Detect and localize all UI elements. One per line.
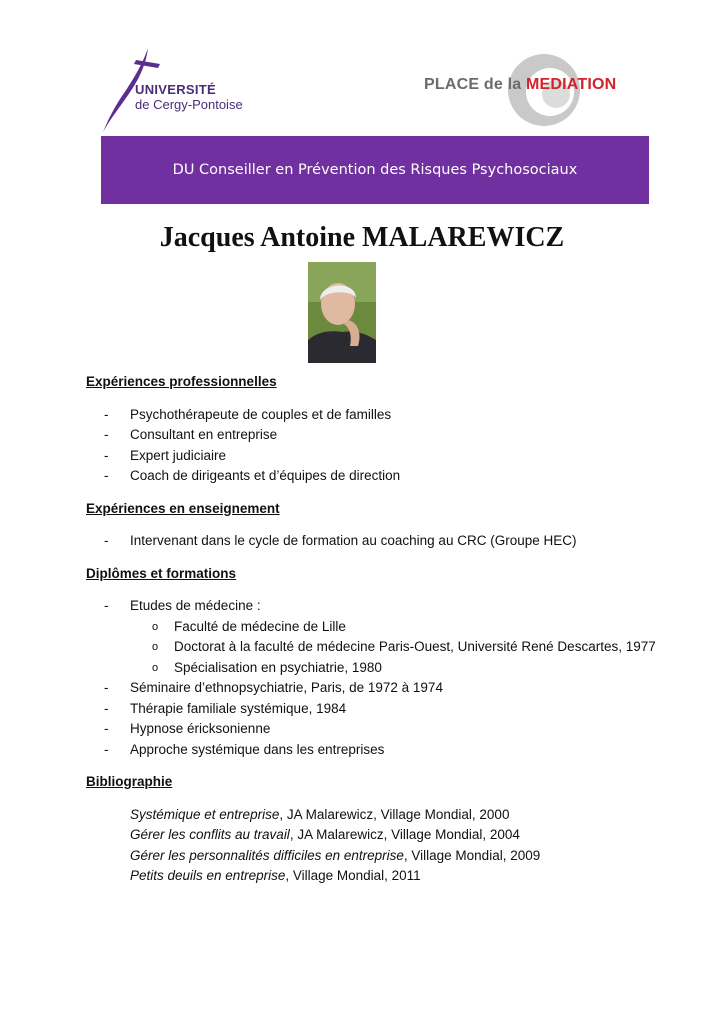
bibliography-entry [130, 805, 666, 826]
section-title-experiences-pro: Expériences professionnelles [86, 374, 277, 389]
etudes-label: Etudes de médecine : [130, 598, 261, 613]
list-item: - Coach de dirigeants et d’équipes de direction [86, 466, 666, 487]
book-details: , Village Mondial, 2011 [285, 868, 421, 883]
experiences-pro-list [86, 405, 666, 487]
book-title: Gérer les personnalités difficiles en entreprise [130, 847, 404, 863]
cv-content [86, 372, 666, 887]
list-item: - Thérapie familiale systémique, 1984 [86, 699, 666, 720]
book-title: Petits deuils en entreprise [130, 868, 286, 883]
experiences-ens-list [86, 531, 666, 552]
sub-list-item: o Spécialisation en psychiatrie, 1980 [130, 658, 666, 679]
ucp-logo-line1: UNIVERSITÉ [135, 82, 217, 97]
pdm-logo-part2: MEDIATION [525, 76, 617, 93]
person-name: Jacques Antoine MALAREWICZ [159, 222, 565, 253]
bibliography-entry [130, 846, 666, 867]
section-title-bibliographie: Bibliographie [86, 774, 173, 789]
bibliography-entry [130, 866, 666, 887]
book-title: Systémique et entreprise [130, 806, 280, 822]
bibliography-list [86, 805, 666, 887]
portrait-photo [308, 262, 376, 363]
list-item [86, 596, 666, 678]
banner-text: DU Conseiller en Prévention des Risques Psychosociaux [172, 162, 578, 178]
pdm-logo-part1: PLACE de la [424, 76, 526, 93]
sub-list-item: o Faculté de médecine de Lille [130, 617, 666, 638]
book-title: Gérer les conflits au travail [130, 827, 290, 842]
section-title-diplomes: Diplômes et formations [86, 565, 237, 581]
bibliography-entry [130, 825, 666, 846]
sub-list-item: o Doctorat à la faculté de médecine Paris-Ouest, Université René Descartes, 1977 [130, 637, 666, 658]
etudes-sublist [130, 617, 666, 679]
diplomes-list [86, 596, 666, 760]
list-item: - Hypnose éricksonienne [86, 719, 666, 740]
book-details: , Village Mondial, 2009 [403, 847, 541, 863]
list-item: - Intervenant dans le cycle de formation au coaching au CRC (Groupe HEC) [86, 531, 666, 552]
place-de-la-mediation-logo [424, 52, 654, 132]
list-item: - Expert judiciaire [86, 446, 666, 467]
list-item: - Psychothérapeute de couples et de familles [86, 405, 666, 426]
section-title-experiences-ens: Expériences en enseignement [86, 500, 280, 516]
ucp-logo-line2: de Cergy-Pontoise [135, 97, 243, 112]
program-banner [101, 136, 649, 204]
book-details: , JA Malarewicz, Village Mondial, 2004 [289, 827, 520, 842]
list-item: - Approche systémique dans les entreprises [86, 740, 666, 761]
list-item: - Consultant en entreprise [86, 425, 666, 446]
book-details: , JA Malarewicz, Village Mondial, 2000 [279, 806, 510, 822]
ucp-logo [100, 46, 260, 136]
list-item: - Séminaire d’ethnopsychiatrie, Paris, de 1972 à 1974 [86, 678, 666, 699]
